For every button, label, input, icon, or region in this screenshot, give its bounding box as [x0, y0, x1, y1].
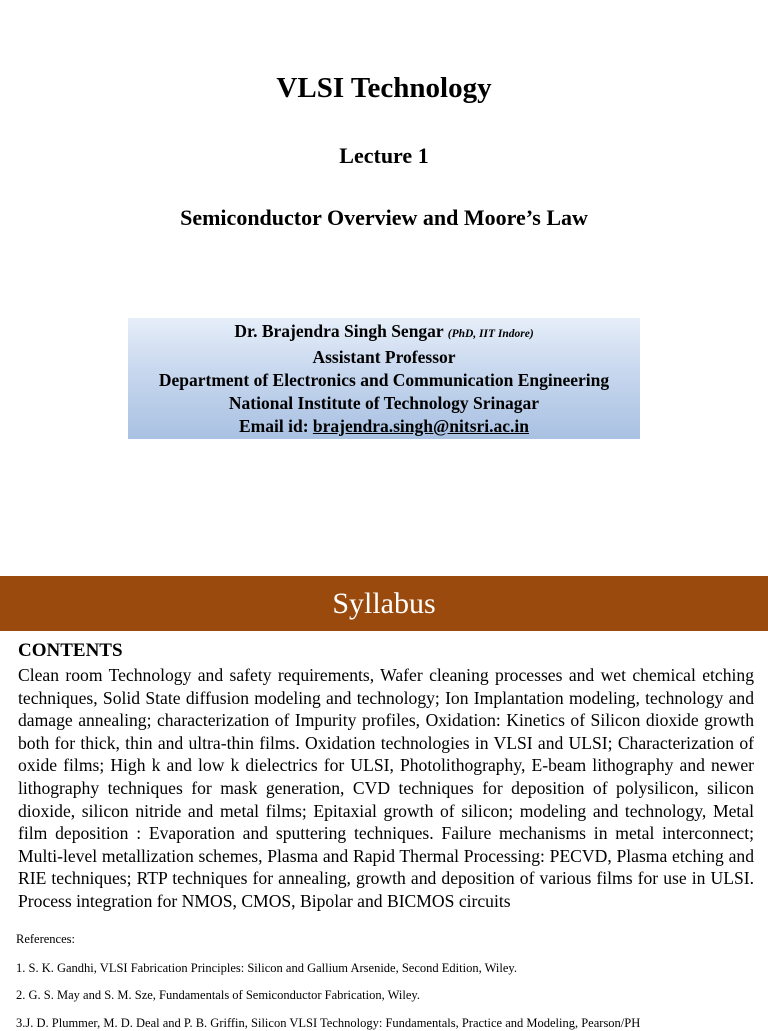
author-degree: (PhD, IIT Indore) [447, 328, 534, 340]
author-name: Dr. Brajendra Singh Sengar [234, 321, 444, 341]
slide-title: VLSI Technology [276, 72, 492, 104]
reference-item: 2. G. S. May and S. M. Sze, Fundamentals of Semiconductor Fabrication, Wiley. [16, 988, 420, 1002]
author-department: Department of Electronics and Communication Engineering [158, 370, 610, 390]
references-label: References: [16, 932, 75, 946]
lecture-subtitle: Semiconductor Overview and Moore’s Law [180, 205, 588, 230]
reference-item: 3.J. D. Plummer, M. D. Deal and P. B. Griffin, Silicon VLSI Technology: Fundamentals, Practice and Modeling, Pearson/PH [16, 1016, 641, 1030]
email-link[interactable]: brajendra.singh@nitsri.ac.in [312, 416, 529, 436]
author-position: Assistant Professor [312, 347, 456, 367]
email-label: Email id: [239, 416, 309, 436]
reference-item: 1. S. K. Gandhi, VLSI Fabrication Principles: Silicon and Gallium Arsenide, Second Edition, Wiley. [16, 961, 517, 975]
author-name-line [128, 320, 640, 346]
syllabus-banner: Syllabus [0, 576, 768, 631]
syllabus-slide [0, 576, 768, 1030]
author-institute: National Institute of Technology Srinagar [228, 393, 540, 413]
lecture-number: Lecture 1 [339, 143, 429, 168]
contents-heading: CONTENTS [18, 640, 123, 661]
author-email-line [128, 415, 640, 438]
author-info-box [128, 318, 640, 439]
contents-text: Clean room Technology and safety requirements, Wafer cleaning processes and wet chemical etching techniques, Solid State diffusion modeling and technology; Ion Implantation modeling, technology and damage annealing; characterization of Impurity profiles, Oxidation: Kinetics of Silicon dioxide growth both for thick, thin and ultra-thin films. Oxidation technologies in VLSI and ULSI; Characterization of oxide films; High k and low k dielectrics for ULSI, Photolithography, E-beam lithography and newer lithography techniques for mask generation, CVD techniques for deposition of polysilicon, silicon dioxide, silicon nitride and metal films; Epitaxial growth of silicon; modeling and technology, Metal film deposition : Evaporation and sputtering techniques. Failure mechanisms in metal interconnect; Multi-level metallization schemes, Plasma and Rapid Thermal Processing: PECVD, Plasma etching and RIE techniques; RTP techniques for annealing, growth and deposition of various films for use in ULSI. Process integration for NMOS, CMOS, Bipolar and BICMOS circuits [18, 665, 754, 911]
